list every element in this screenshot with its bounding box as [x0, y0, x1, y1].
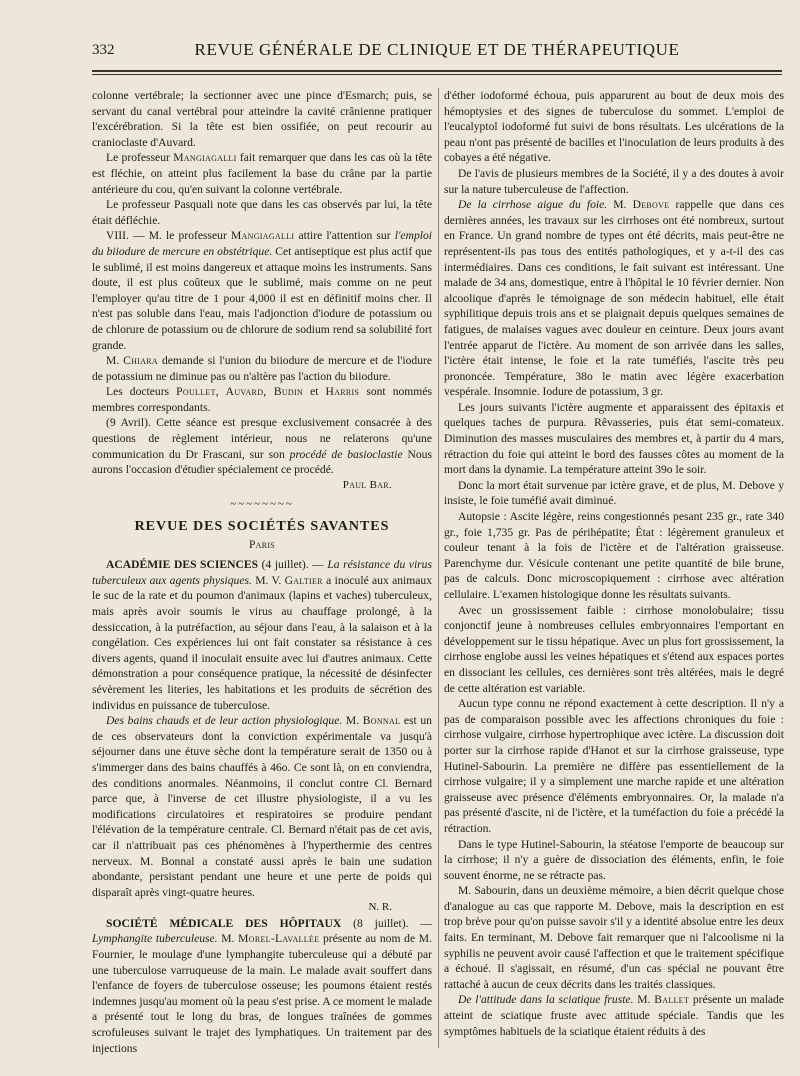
person-name: Bonnal: [362, 714, 401, 728]
paragraph: Dans le type Hutinel-Sabourin, la stéatose l'emporte de beaucoup sur la cirrhose; il n'y a guère de dissociation des éléments, enfin, le foie souvent énorme, ne se rétracte pas.: [444, 837, 784, 882]
topic-title: l'emploi du biiodure de mercure en obstétrique.: [92, 229, 432, 258]
paragraph: colonne vertébrale; la sectionner avec une pince d'Esmarch; puis, se servant du canal vertébral pour atteindre la cavité crânienne pratiquer l'excérébration. Si la tête est bien ossifiée, on peut recourir au cranioclaste d'Auvard.: [92, 89, 432, 149]
paragraph: Le professeur Pasquali note que dans les cas observés par lui, la tête était défléchie.: [92, 198, 432, 227]
paragraph: Aucun type connu ne répond exactement à cette description. Il n'y a pas de comparaison possible avec les affections chroniques du foie : cirrhose vulgaire, cirrhose hypertrophique avec ictère. La discussion doit porter sur la cirrhose rapide d'Hanot et sur la cirrhose graisseuse, type Hutinel-Sabourin. La première ne diffère pas essentiellement de la cirrhose vulgaire; il y a simplement une marche rapide et une altération graisseuse avec présence d'éléments embryonnaires. Or, la malade n'a pas présenté d'ascite, ni de l'ictère, et la tuméfaction du foie a précédé la rétraction.: [444, 697, 784, 835]
society-name: SOCIÉTÉ MÉDICALE DES HÔPITAUX: [106, 916, 342, 930]
paragraph: M. Sabourin, dans un deuxième mémoire, a bien décrit quelque chose d'analogue au cas que rapporte M. Debove, mais la description en est trop brève pour qu'on puisse savoir s'il y a identité absolue entre les deux faits. En terminant, M. Debove fait remarquer que ni l'alcoolisme ni la syphilis ne peuvent avoir causé l'affection et que le traitement spécifique a échoué. Il s'agissait, en résumé, d'un cas spécial ne pouvant être rattaché à aucun de ceux décrits dans les traités classiques.: [444, 884, 784, 991]
person-name: Chiara: [123, 354, 159, 368]
paragraph: ACADÉMIE DES SCIENCES (4 juillet). — La résistance du virus tuberculeux aux agents physiques. M. V. Galtier a inoculé aux animaux le suc de la rate et du poumon d'animaux (lapins et vaches) tuberculeux, mais après avoir soumis le virus au chauffage prolongé, à la dessiccation, à la putréfaction, au séjour dans l'eau, à la salaison et à la congélation. Ces expériences lui ont fait constater sa résistance à ces divers agents, quand il inoculait ensuite avec lui d'autres animaux. Cette démonstration a pour conséquence pratique, la nécessité de désinfecter sévèrement les literies, les habitations et les produits de sécrétion des individus en puissance de tuberculose.: [92, 558, 433, 712]
person-names: Poullet, Auvard, Budin: [176, 385, 304, 399]
topic-title: Lymphangite tuberculeuse.: [92, 932, 218, 946]
paragraph: Avec un grossissement faible : cirrhose monolobulaire; tissu conjonctif jeune à nombreuses cellules embryonnaires l'emportant en développement sur le tissu hépatique. Avec un plus fort grossissement, la cirrhose englobe aussi les veines hépatiques et s'étend aux espaces portes en dissociant les cellules, ces dernières sont très altérées, mais le degré de cette altération est variable.: [444, 603, 784, 695]
journal-title: REVUE GÉNÉRALE DE CLINIQUE ET DE THÉRAPEUTIQUE: [194, 40, 680, 59]
person-name: Ballet: [654, 993, 690, 1007]
paragraph: Des bains chauds et de leur action physiologique. M. Bonnal est un de ces observateurs dont la conviction expérimentale va jusqu'à séjourner dans une étuve sèche dont la température serait de 1350 ou à s'immerger dans des bains chauffés à 46o. Ce sont là, on en conviendra, des conditions anormales. Néanmoins, il conclut contre Cl. Bernard parce que, à l'inverse de cet illustre physiologiste, il a vu les modifications circulatoires et respiratoires se produire pendant l'élévation de la température centrale. Cl. Bernard n'était pas de cet avis, car il n'attribuait pas ces phénomènes à l'hyperthermie des centres nerveux. M. Bonnal a constaté aussi après le bain une sudation abondante, persistant pendant une heure et une perte de poids qui disparaît après vingt-quatre heures.: [92, 714, 432, 899]
paragraph: Les docteurs Poullet, Auvard, Budin et Harris sont nommés membres correspondants.: [92, 385, 432, 414]
column-divider: [438, 88, 439, 1048]
topic-title: La résistance du virus tuberculeux aux agents physiques.: [92, 558, 432, 587]
left-column: [92, 88, 432, 1056]
society-name: ACADÉMIE DES SCIENCES: [106, 558, 259, 572]
section-heading: REVUE DES SOCIÉTÉS SAVANTES: [134, 519, 390, 535]
paragraph: Le professeur Mangiagalli fait remarquer que dans les cas où la tête est fléchie, on atteint plus facilement la base du crâne par la partie antérieure du cou, qu'en suivant la colonne vertébrale.: [92, 151, 432, 196]
topic-title: De l'attitude dans la sciatique fruste.: [458, 993, 634, 1007]
city-heading: Paris: [248, 538, 276, 551]
author-signature: N. R.: [368, 901, 392, 914]
ornament-divider: ~~~~~~~~: [230, 498, 294, 511]
paragraph: Les jours suivants l'ictère augmente et apparaissent des épitaxis et quelques taches de purpura. Rêvasseries, puis état semi-comateux. Diminution des masses musculaires des membres et, à partir du 4 mars, rétraction du foie qui atteint le bord des fausses côtes au moment de la mort dans la dynamie. La température atteint 39o le soir.: [444, 400, 784, 477]
paragraph: De l'attitude dans la sciatique fruste. M. Ballet présente un malade atteint de sciatique fruste avec attitude spéciale. Tandis que les symptômes habituels de la sciatique étaient réduits à des: [444, 993, 785, 1038]
paragraph: Donc la mort était survenue par ictère grave, et de plus, M. Debove y insiste, le foie tuméfié avait diminué.: [444, 478, 784, 508]
paragraph: M. Chiara demande si l'union du biiodure de mercure et de l'iodure de potassium ne diminue pas ou n'altère pas l'action du biiodure.: [92, 354, 432, 383]
paragraph: Autopsie : Ascite légère, reins congestionnés pesant 235 gr., rate 340 gr., foie 1,735 gr. Pas de périhépatite; État : légèrement granuleux et couleur tenant à la fois de l'ictère et de l'altération graisseuse. Parenchyme dur. Vésicule contenant une petite quantité de bile brune, pas de calculs. Donc microscopiquement : cirrhose avec altération cellulaire. L'examen histologique donne les résultats suivants.: [444, 510, 784, 601]
paragraph: d'éther iodoformé échoua, puis apparurent au bout de deux mois des hémoptysies et des signes de tuberculose du sommet. L'emploi de l'eucalyptol iodoformé fut suivi de bons résultats. Les ulcérations de la peau n'ont pas présenté de bacilles et l'inoculation de leurs produits à des cobayes a été négative.: [444, 89, 784, 165]
topic-title: De la cirrhose aigue du foie.: [458, 198, 608, 212]
person-name: Harris: [325, 385, 360, 399]
person-name: Mangiagalli: [173, 151, 237, 165]
paragraph: (9 Avril). Cette séance est presque exclusivement consacrée à des questions de règlement intérieur, nous ne relaterons qu'une communication du Dr Frascani, sur son procédé de basioclastie Nous aurons l'occasion d'étudier spécialement ce procédé.: [92, 416, 432, 477]
author-signature: Paul Bar.: [342, 478, 392, 491]
paragraph: De la cirrhose aigue du foie. M. Debove rappelle que dans ces dernières années, les travaux sur les cirrhoses ont été nombreux, surtout en France. Un grand nombre de types ont été décrits, mais peut-être ne représentent-ils pas tous des entités pathologiques, et y a-t-il des cas intermédiaires. Dans ces conditions, le fait suivant est intéressant. Une malade de 34 ans, domestique, entre à l'hôpital le 10 février dernier. Non alcoolique d'après le témoignage de son médecin habituel, elle était syphilitique depuis trois ans et se plaignait depuis quelques semaines de fatigues, de malaises vagues avec douleur en ceinture. Deux jours avant l'entrée apparut de l'ictère. Au moment de son arrivée dans les salles, l'ictère était intense, le foie et la rate tuméfiés, l'ascite très peu prononcée. Température, 38o le matin avec légère exacerbation vespérale. Insomnie. Iodure de potassium, 3 gr.: [444, 198, 784, 399]
person-name: Mangiagalli: [230, 229, 295, 243]
paragraph: VIII. — M. le professeur Mangiagalli attire l'attention sur l'emploi du biiodure de mercure en obstétrique. Cet antiseptique est plus actif que le sublimé, il est moins dangereux et attaque moins les instruments. Sans doute, il est plus coûteux que le sublimé, mais comme on ne peut l'employer qu'au titre de 1 pour 4,000 il est en définitif moins cher. Il n'est pas soluble dans l'eau, mais l'adjonction d'iodure de potassium ou de chlorure de potassium ou de chlorure de sodium rend sa solubilité fort grande.: [92, 229, 432, 352]
header-rule: [92, 70, 782, 75]
topic-title: procédé de basioclastie: [289, 447, 403, 461]
person-name: Galtier: [284, 573, 323, 587]
paragraph: De l'avis de plusieurs membres de la Société, il y a des doutes à avoir sur la nature tuberculeuse de l'affection.: [444, 166, 784, 196]
right-column: [444, 88, 784, 1039]
person-name: Morel-Lavallée: [238, 932, 320, 946]
paragraph: SOCIÉTÉ MÉDICALE DES HÔPITAUX (8 juillet). — Lymphangite tuberculeuse. M. Morel-Lavallée présente au nom de M. Fournier, le moulage d'une lymphangite tuberculeuse qui a débuté par une tuberculose varruqueuse de la main. Le malade avait souffert dans l'enfance de foyers de tuberculose osseuse; les poumons étaient restés indemnes jusqu'au moment où la peau s'est prise. A ce moment le malade a présenté tout le long du bras, de longues traînées de gommes scrofuleuses suivant le trajet des lymphatiques. Un traitement par des injections: [92, 916, 432, 1055]
topic-title: Des bains chauds et de leur action physiologique.: [106, 714, 343, 728]
running-head: [92, 38, 782, 62]
person-name: Debove: [632, 198, 670, 212]
page-number: 332: [92, 42, 115, 58]
